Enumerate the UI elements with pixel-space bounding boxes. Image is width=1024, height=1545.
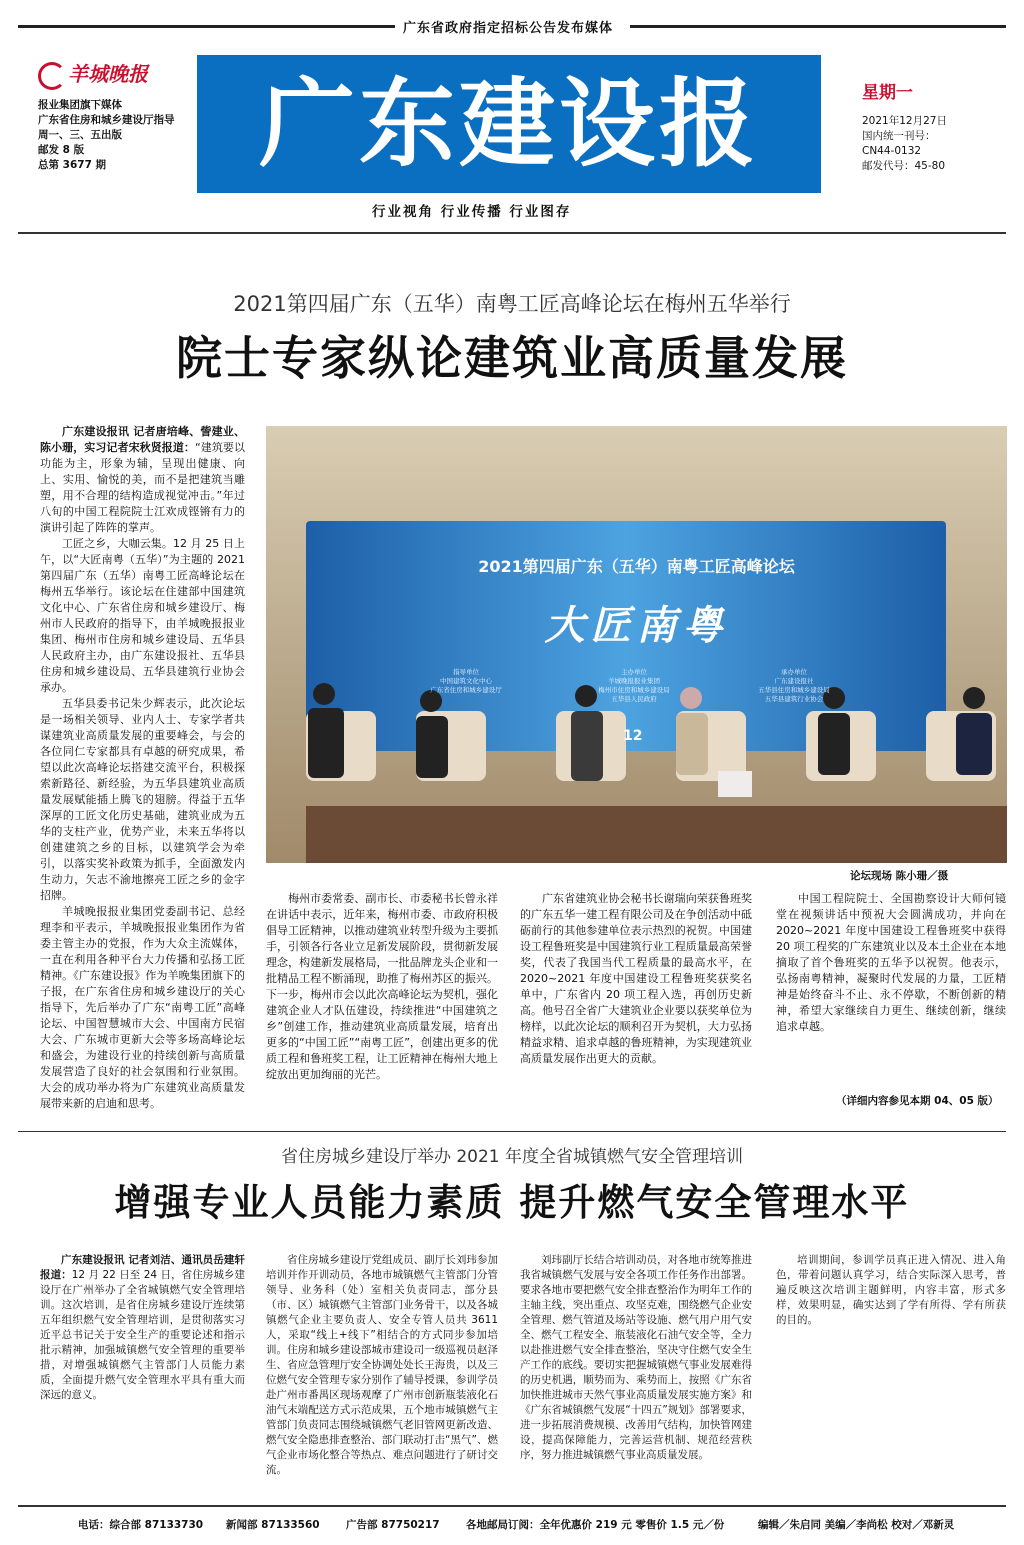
article1-col1 [40, 424, 245, 1112]
article2-p4: 培训期间，参训学员真正进入情况、进入角色，带着问题认真学习，结合实际深入思考，普遍反映这次培训主题鲜明，内容丰富，形式多样，效果明显，确实达到了学有所得、学有所获的目的。 [776, 1254, 1006, 1326]
top-banner [0, 18, 1024, 34]
screen-block-line: 梅州市住房和城乡建设局 [598, 686, 670, 694]
article2-p1: 12 月 22 日至 24 日，省住房城乡建设厅在广州举办了全省城镇燃气安全管理培训。这次培训，是省住房城乡建设厅连续第五年组织燃气安全管理培训，是贯彻落实习近平总书记关于安全生产的重要论述和指示批示精神，加强城镇燃气安全管理的重要举措，对增强城镇燃气主管部门人员能力素质，全面提升燃气安全管理水平具有重大而深远的意义。 [40, 1269, 245, 1401]
masthead [197, 55, 821, 193]
article1-p1: “建筑要以功能为主，形象为辅，呈现出健康、向上、实用、愉悦的美，而不是把建筑当雕塑，用不合理的结构造成视觉冲击。”年过八旬的中国工程院院士江欢成铿锵有力的演讲引起了阵阵的掌声。 [40, 441, 246, 534]
left-info [38, 98, 175, 173]
screen-block-line: 羊城晚报报业集团 [608, 677, 660, 685]
article2-p3: 刘玮副厅长结合培训动员，对各地市统筹推进我省城镇燃气发展与安全各项工作任务作出部署。要求各地市要把燃气安全排查整治作为明年工作的主轴主线，突出重点、攻坚克难，围绕燃气企业安全管理、燃气管道及场站等设施、燃气用户用气安全、燃气工程安全、瓶装液化石油气安全等，全力以赴推进燃气安全排查整治，坚决守住燃气安全生产工作的底线。要切实把握城镇燃气事业发展难得的历史机遇，顺势而为、乘势而上，按照《广东省加快推进城市天然气事业高质量发展实施方案》和《广东省城镇燃气发展“十四五”规划》部署要求，进一步拓展消费规模、改善用气结构，加快管网建设，提高保障能力，完善运营机制、规范经营秩序，努力推进城镇燃气事业高质量发展。 [520, 1254, 752, 1461]
article2-col1 [40, 1253, 245, 1403]
ycwb-logo [38, 58, 148, 90]
screen-title: 2021第四届广东（五华）南粤工匠高峰论坛 [478, 557, 795, 576]
screen-block-head: 承办单位 [781, 668, 807, 676]
screen-block-host [584, 668, 684, 704]
article2-col2 [266, 1253, 498, 1478]
screen-block-line: 五华县建筑行业协会 [764, 695, 824, 703]
article1-p7: 中国工程院院士、全国勘察设计大师何镜堂在视频讲话中预祝大会圆满成功，并向在 2020~2021 年度中国建设工程鲁班奖中获得 20 项工程奖的广东建筑业以及本土企业在本地摘取了首个鲁班奖的五华予以祝贺。他表示，弘扬南粤精神，凝聚时代发展的力量，工匠精神是始终奋斗不止、永不停歇，不断创新的精神，希望大家继续自力更生、继续创新，继续追求卓越。 [776, 892, 1006, 1033]
article1-p2: 工匠之乡，大咖云集。12 月 25 日上午，以“大匠南粤（五华）”为主题的 2021 第四届广东（五华）南粤工匠高峰论坛在梅州五华举行。该论坛在住建部中国建筑文化中心、广东省住房和城乡建设厅、梅州市人民政府的指导下，由羊城晚报报业集团、梅州市住房和城乡建设局、五华县人民政府主办，由广东建设报社、五华县住房和城乡建设局、五华县建筑行业协会承办。 [40, 537, 245, 694]
newspaper-title: 广东建设报 [259, 67, 759, 180]
right-info [862, 114, 947, 174]
article2-col3 [520, 1253, 752, 1463]
slogan: 行业视角 行业传播 行业图存 [372, 204, 572, 220]
footer-subscribe: 各地邮局订阅：全年优惠价 219 元 零售价 1.5 元／份 [466, 1519, 725, 1531]
footer-ads: 广告部 87750217 [346, 1519, 440, 1531]
article1-col2 [266, 891, 498, 1083]
left-info-line: 总第 3677 期 [38, 159, 107, 171]
screen-block-line: 五华县人民政府 [611, 695, 657, 703]
photo-caption: 论坛现场 陈小珊／摄 [850, 870, 949, 882]
screen-block-line: 广东建设报社 [774, 677, 814, 685]
issue-date: 2021年12月27日 [862, 115, 947, 127]
cn-value: CN44-0132 [862, 145, 922, 157]
article1-col4 [776, 891, 1006, 1035]
article1-headline: 院士专家纵论建筑业高质量发展 [176, 331, 848, 385]
article2-byline: 广东建设报讯 记者刘洁、通讯员岳建轩报道： [40, 1254, 245, 1281]
screen-block-head: 主办单位 [621, 668, 647, 676]
article1-byline: 广东建设报讯 记者唐培峰、訾建业、陈小珊，实习记者宋秋贤报道： [40, 425, 245, 454]
left-info-line: 周一、三、五出版 [38, 129, 122, 141]
screen-block-head: 指导单位 [453, 668, 479, 676]
screen-block-organizer [744, 668, 844, 704]
article1-p3: 五华县委书记朱少辉表示，此次论坛是一场相关领导、业内人士、专家学者共谋建筑业高质量发展的重要峰会，与会的各位同仁专家都具有卓越的研究成果，希望以此次高峰论坛搭建交流平台，积极探索新路径、新经验，为五华县建筑业高质量发展赋能插上腾飞的翅膀。得益于五华深厚的工匠文化历史基础，建筑业成为五华的支柱产业，优势产业，未来五华将以创建建筑之乡的目标，以建筑学会为牵引，以落实奖补政策为抓手，全面激发内生动力，矢志不渝地擦亮工匠之乡的金字招牌。 [40, 697, 245, 902]
logo-text: 羊城晚报 [68, 62, 148, 86]
footer-phone: 电话：综合部 87133730 [78, 1519, 204, 1531]
article1-p6: 广东省建筑业协会秘书长谢瑞向荣获鲁班奖的广东五华一建工程有限公司及在争创活动中砥砺前行的其他参建单位表示热烈的祝贺。中国建设工程鲁班奖是中国建筑行业工程质量最高荣誉奖，代表了我国当代工程质量的最高水平，在 2020~2021 年度中国建设工程鲁班奖获奖名单中，广东省内 20 项工程入选，再创历史新高。他号召全省广大建筑业企业要以获奖单位为榜样，以此次论坛的顺利召开为契机，大力弘扬精益求精、追求卓越的鲁班精神，为实现建筑业高质量发展作出更大的贡献。 [520, 892, 752, 1065]
masthead-divider [18, 232, 1006, 234]
footer-divider [18, 1505, 1006, 1507]
footer-editors: 编辑／朱启同 美编／李尚松 校对／邓新灵 [758, 1519, 955, 1531]
top-banner-text: 广东省政府指定招标公告发布媒体 [395, 17, 621, 36]
screen-block-line: 五华县住房和城乡建设局 [758, 686, 830, 694]
article1-subtitle: 2021第四届广东（五华）南粤工匠高峰论坛在梅州五华举行 [233, 292, 791, 316]
screen-block-line: 广东省住房和城乡建设厅 [430, 686, 502, 694]
article2-col4 [776, 1253, 1006, 1328]
left-info-line: 报业集团旗下媒体 [38, 99, 122, 111]
screen-date: 12 [623, 728, 643, 744]
article1-p5: 梅州市委常委、副市长、市委秘书长曾永祥在讲话中表示，近年来，梅州市委、市政府积极倡导工匠精神，以推动建筑业转型升级为主要抓手，引领各行各业立足新发展阶段，贯彻新发展理念，构建新发展格局，一批品牌龙头企业和一批精品工程不断涌现，助推了梅州苏区的振兴。下一步，梅州市会以此次高峰论坛为契机，强化建筑企业人才队伍建设，持续推进“中国建筑之乡”创建工作，推动建筑业高质量发展，培育出更多的“中国工匠”“南粤工匠”，创建出更多的优质工程和鲁班奖工程，让工匠精神在梅州大地上绽放出更加绚丽的光芒。 [266, 892, 498, 1081]
top-rule-right [630, 25, 1006, 28]
article1-col3 [520, 891, 752, 1067]
left-info-line: 邮发 8 版 [38, 144, 85, 156]
article2-headline: 增强专业人员能力素质 提升燃气安全管理水平 [114, 1180, 910, 1224]
left-info-line: 广东省住房和城乡建设厅指导 [38, 114, 175, 126]
detail-note: （详细内容参见本期 04、05 版） [836, 1095, 999, 1107]
screen-slogan: 大匠南粤 [544, 603, 729, 649]
weekday: 星期一 [862, 83, 913, 103]
article2-subtitle: 省住房城乡建设厅举办 2021 年度全省城镇燃气安全管理培训 [280, 1147, 744, 1167]
forum-photo [266, 426, 1007, 863]
top-rule-left [18, 25, 395, 28]
screen-block-guide [416, 668, 516, 695]
footer-news: 新闻部 87133560 [226, 1519, 320, 1531]
logo-swirl-icon [38, 62, 66, 90]
article2-p2: 省住房城乡建设厅党组成员、副厅长刘玮参加培训并作开训动员，各地市城镇燃气主管部门分管领导、业务科（处）室相关负责同志，部分县（市、区）城镇燃气主管部门业务骨干，以及各城镇燃气企业主要负责人、安全专管人员共 3611 人，采取“线上+线下”相结合的方式同步参加培训。住房和城乡建设部城市建设司一级巡视员赵泽生、省应急管理厅安全协调处处长王海贵，以及三位燃气安全管理专家分别作了辅导授课，参训学员赴广州市番禺区现场观摩了广州市创新瓶装液化石油气末端配送方式示范成果，五个地市城镇燃气主管部门负责同志围绕城镇燃气老旧管网更新改造、燃气安全隐患排查整治、部门联动打击“黑气”、燃气企业市场化整合等热点、难点问题进行了研讨交流。 [266, 1254, 498, 1476]
screen-block-line: 中国建筑文化中心 [440, 677, 492, 685]
cn-label: 国内统一刊号： [862, 130, 936, 142]
article1-p4: 羊城晚报报业集团党委副书记、总经理李和平表示，羊城晚报报业集团作为省委主管主办的党报，作为大众主流媒体，一直在利用各种平台大力传播和弘扬工匠精神。《广东建设报》作为羊晚集团旗下的子报，在广东省住房和城乡建设厅的关心指导下，先后举办了广东“南粤工匠”高峰论坛、中国智慧城市大会、中国南方民宿大会、广东城市更新大会等多场高峰论坛和盛会，为建设行业的持续创新与高质量发展营造了良好的社会氛围和行业氛围。大会的成功举办将为广东建筑业高质量发展带来新的启迪和思考。 [40, 905, 245, 1110]
postal-code: 邮发代号：45-80 [862, 160, 946, 172]
article-divider [18, 1131, 1006, 1132]
